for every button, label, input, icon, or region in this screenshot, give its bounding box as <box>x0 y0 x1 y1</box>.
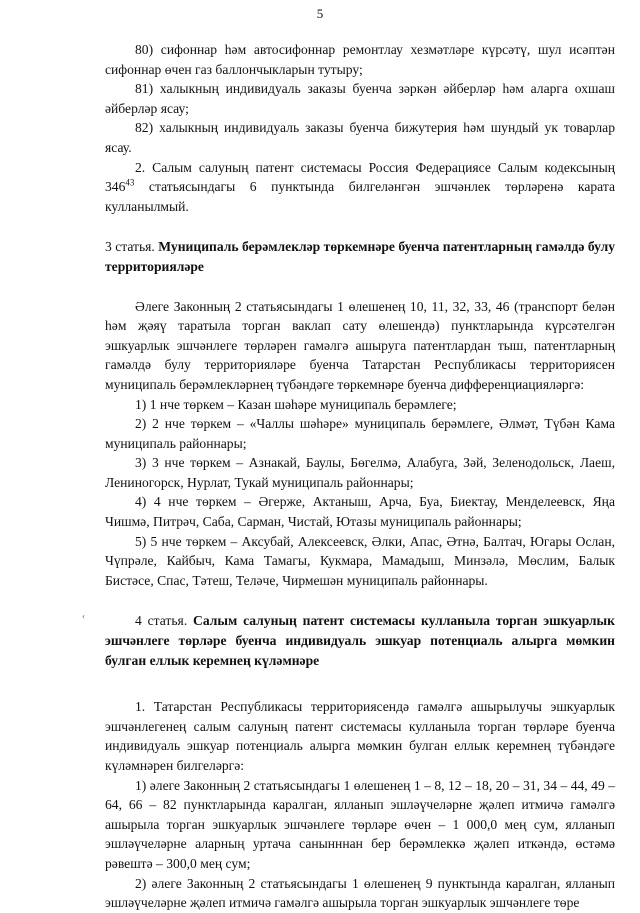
paragraph: 82) халыкның индивидуаль заказы буенча бижутерия һәм шундый ук товарлар ясау. <box>105 120 615 155</box>
article-label: 3 статья. <box>105 239 155 255</box>
article-title: Салым салуның патент системасы кулланыла торган эшкуарлык эшчәнлеге төрләре буенча индивидуаль эшкуар потенциаль алырга мөмкин булган еллык керемнең күләмнәре <box>105 613 615 668</box>
page-number: 5 <box>316 6 324 21</box>
list-item: 1) әлеге Законның 2 статьясындагы 1 өлешенең 1 – 8, 12 – 18, 20 – 31, 34 – 44, 49 – 64, 66 – 82 пунктларында каралган, ялланып эшләүчеләрне җәлеп итмичә гамәлгә ашырыла торган эшкуарлык эшчәнлеге төрләре өчен – 1 000,0 мең сум, ялланып эшләүчеләрне аларның уртача санынннан бер берәмлеккә җәлеп иткәндә, өстәмә рәвештә – 300,0 мең сум; <box>105 777 615 871</box>
paragraph: 80) сифоннар һәм автосифоннар ремонтлау хезмәтләре күрсәтү, шул исәптән сифоннар өчен газ баллончыкларын тутыру; <box>105 42 615 77</box>
paragraph <box>105 158 615 217</box>
paragraph-text: статьясындагы 6 пунктында билгеләнгән эшчәнлек төрләренә карата кулланылмый. <box>105 179 615 214</box>
list-item: 2) 2 нче төркем – «Чаллы шәһәре» муниципаль берәмлеге, Әлмәт, Түбән Кама муниципаль районнары; <box>105 416 615 451</box>
list-item: 2) әлеге Законның 2 статьясындагы 1 өлешенең 9 пунктында каралган, ялланып эшләүчеләрне җәлеп итмичә гамәлгә ашырыла торган эшкуарлык эшчәнлеге төре <box>105 875 615 911</box>
article-heading <box>105 237 615 276</box>
paragraph-text: 2. Салым салуның патент системасы Россия Федерациясе Салым кодексының 346 <box>105 159 615 195</box>
paragraph: Әлеге Законның 2 статьясындагы 1 өлешенең 10, 11, 32, 33, 46 (транспорт белән һәм җәяү таратыла торган ваклап сату өлешендә) пунктларында күрсәтелгән эшкуарлык эшчәнлеге төрләрен гамәлгә ашыруга патентлардан тыш, патентларның гамәлдә булу территорияләре буенча Татарстан Республикасы территориясен муниципаль берәмлекләрнең түбәндәге төркемнәре буенча дифференциацияләргә: <box>105 298 615 392</box>
margin-mark: ‹ <box>82 611 85 621</box>
document-body <box>105 40 615 913</box>
paragraph: 81) халыкның индивидуаль заказы буенча зәркән әйберләр һәм аларга охшаш әйберләр ясау; <box>105 81 615 116</box>
list-item: 3) 3 нче төркем – Азнакай, Баулы, Бөгелмә, Алабуга, Зәй, Зеленодольск, Лаеш, Лениногорск, Нурлат, Тукай муниципаль районнары; <box>105 455 615 490</box>
list-item: 4) 4 нче төркем – Әгерже, Актаныш, Арча, Буа, Биектау, Менделеевск, Яңа Чишмә, Питрәч, Саба, Сарман, Чистай, Ютазы муниципаль районнары; <box>105 494 615 530</box>
superscript: 43 <box>125 177 135 188</box>
list-item: 1) 1 нче төркем – Казан шәһәре муниципаль берәмлеге; <box>135 396 457 412</box>
paragraph: 1. Татарстан Республикасы территориясендә гамәлгә ашырылучы эшкуарлык эшчәнлегенең салым салуның патент системасы кулланыла торган төрләре буенча индивидуаль эшкуар потенциаль алырга мөмкин булган еллык керемнең түбәндәге күләмнәрен билгеләргә: <box>105 699 615 773</box>
list-item: 5) 5 нче төркем – Аксубай, Алексеевск, Әлки, Апас, Әтнә, Балтач, Югары Ослан, Чүпрәле, Кайбыч, Кама Тамагы, Кукмара, Мамадыш, Минзәлә, Мөслим, Балык Бистәсе, Спас, Тәтеш, Теләче, Чирмешән муниципаль районнары. <box>105 533 615 588</box>
article-title: Муниципаль берәмлекләр төркемнәре буенча патентларның гамәлдә булу территорияләре <box>105 239 615 274</box>
article-label: 4 статья. <box>135 613 188 629</box>
article-heading <box>105 611 615 670</box>
